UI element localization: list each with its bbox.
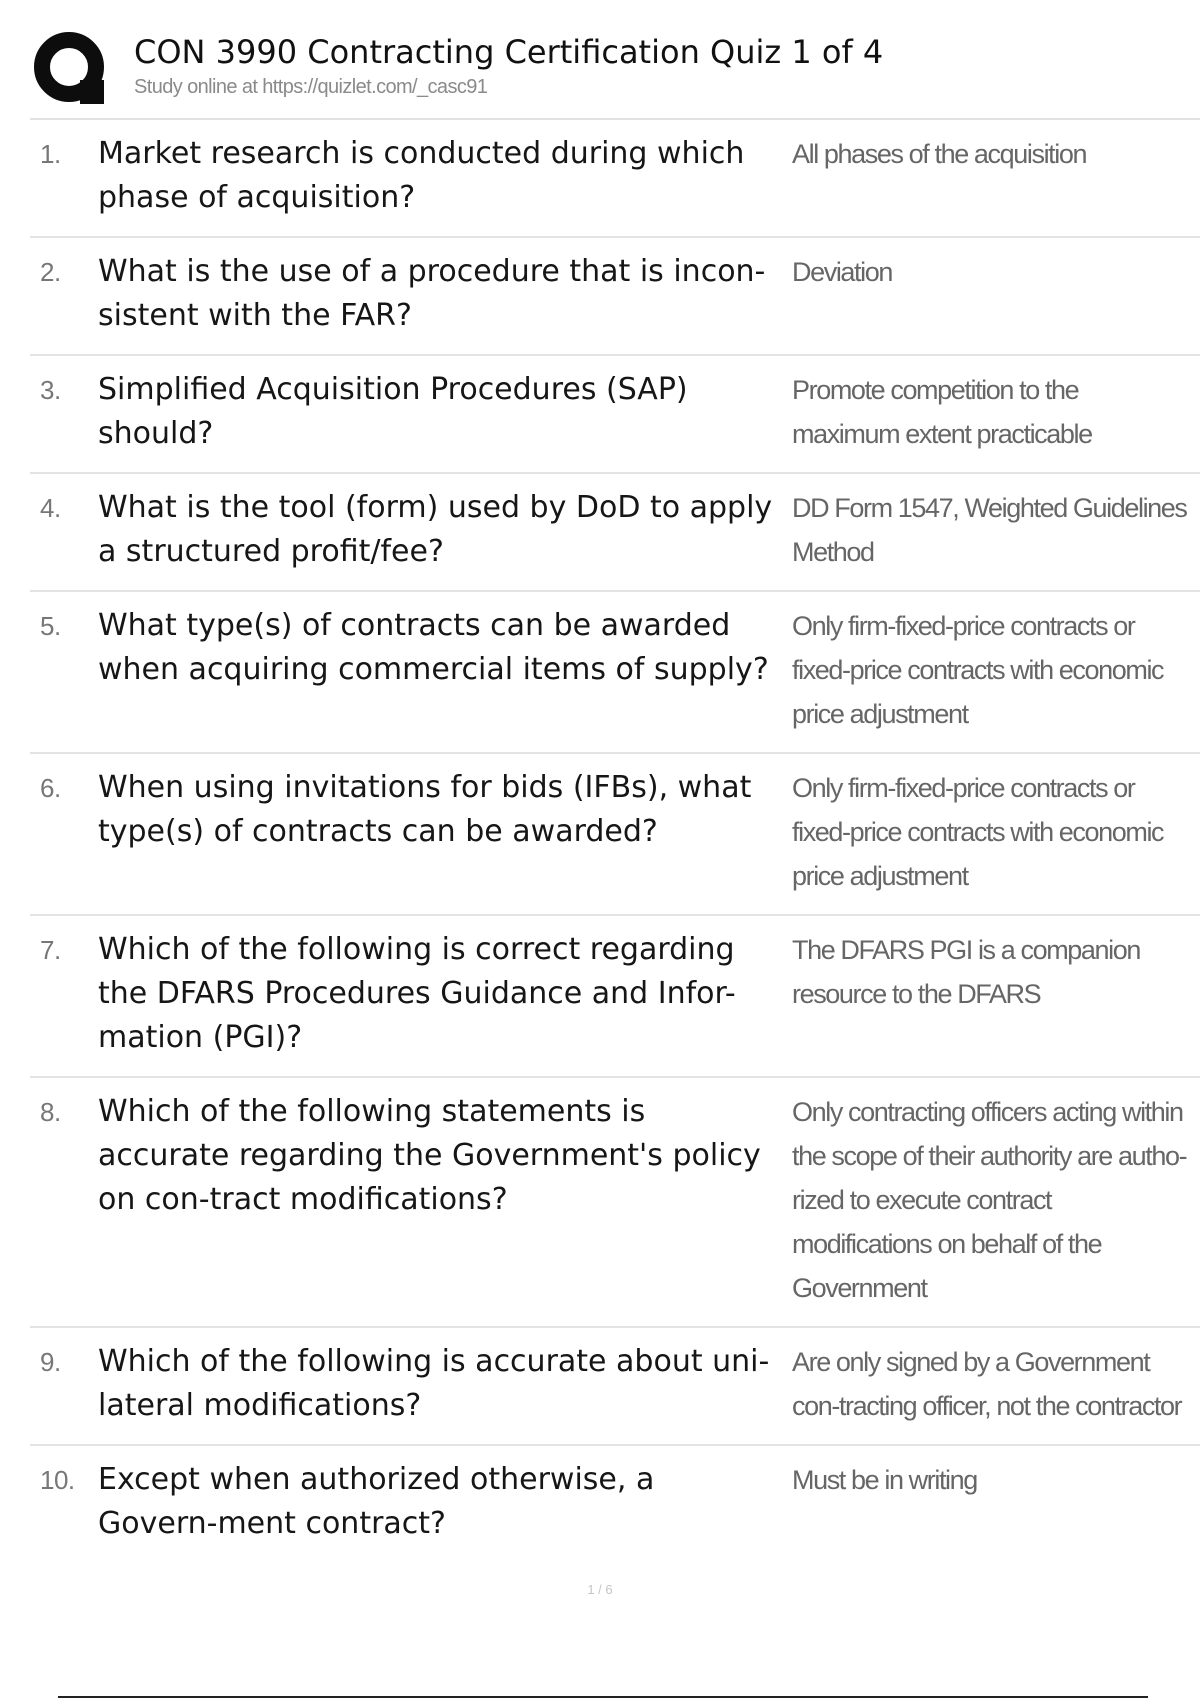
answer-text: All phases of the acquisition <box>792 139 1087 169</box>
question-text: Market research is conducted during which phase of acquisition? <box>98 136 745 215</box>
item-number: 4. <box>40 493 61 523</box>
question-text: When using invitations for bids (IFBs), what type(s) of contracts can be awarded? <box>98 770 752 849</box>
item-number: 3. <box>40 375 61 405</box>
answer-text: Only contracting officers acting within the scope of their authority are autho-rized to execute contract modifications on behalf of the Government <box>792 1097 1187 1303</box>
question-text: What type(s) of contracts can be awarded when acquiring commercial items of supply? <box>98 608 769 687</box>
qa-row <box>30 916 1200 1078</box>
answer-text: Deviation <box>792 257 892 287</box>
item-number: 8. <box>40 1097 61 1127</box>
qa-row <box>30 754 1200 916</box>
answer-text: Only firm-fixed-price contracts or fixed-price contracts with economic price adjustment <box>792 773 1164 891</box>
quizlet-q-logo-icon <box>32 30 112 110</box>
answer-text: Are only signed by a Government con-tracting officer, not the contractor <box>792 1347 1182 1421</box>
answer-text: Only firm-fixed-price contracts or fixed-price contracts with economic price adjustment <box>792 611 1164 729</box>
item-number: 10. <box>40 1465 75 1495</box>
qa-row <box>30 356 1200 474</box>
answer-text: Must be in writing <box>792 1465 977 1495</box>
item-number: 1. <box>40 139 61 169</box>
qa-row <box>30 592 1200 754</box>
item-number: 7. <box>40 935 61 965</box>
question-text: What is the use of a procedure that is incon-sistent with the FAR? <box>98 254 766 333</box>
question-text: Simplified Acquisition Procedures (SAP) should? <box>98 372 688 451</box>
item-number: 2. <box>40 257 61 287</box>
qa-row <box>30 1446 1200 1562</box>
question-text: Which of the following statements is accurate regarding the Government's policy on con-tract modifications? <box>98 1094 761 1217</box>
item-number: 9. <box>40 1347 61 1377</box>
item-number: 6. <box>40 773 61 803</box>
question-text: What is the tool (form) used by DoD to apply a structured profit/fee? <box>98 490 773 569</box>
page-indicator: 1 / 6 <box>587 1582 613 1597</box>
question-answer-list <box>30 120 1200 1562</box>
qa-row <box>30 1328 1200 1446</box>
question-text: Which of the following is accurate about uni-lateral modifications? <box>98 1344 770 1423</box>
question-text: Which of the following is correct regarding the DFARS Procedures Guidance and Infor-mation (PGI)? <box>98 932 736 1055</box>
item-number: 5. <box>40 611 61 641</box>
footer-divider <box>58 1696 1148 1698</box>
document-header <box>30 28 1200 116</box>
header-text <box>134 28 883 100</box>
question-text: Except when authorized otherwise, a Govern-ment contract? <box>98 1462 655 1541</box>
study-online-link[interactable]: Study online at https://quizlet.com/_casc91 <box>134 76 488 98</box>
answer-text: The DFARS PGI is a companion resource to the DFARS <box>792 935 1140 1009</box>
qa-row <box>30 120 1200 238</box>
qa-row <box>30 1078 1200 1328</box>
qa-row <box>30 238 1200 356</box>
qa-row <box>30 474 1200 592</box>
quiz-page <box>30 28 1200 1597</box>
document-title: CON 3990 Contracting Certification Quiz 1 of 4 <box>134 33 884 71</box>
answer-text: Promote competition to the maximum extent practicable <box>792 375 1092 449</box>
answer-text: DD Form 1547, Weighted Guidelines Method <box>792 493 1187 567</box>
